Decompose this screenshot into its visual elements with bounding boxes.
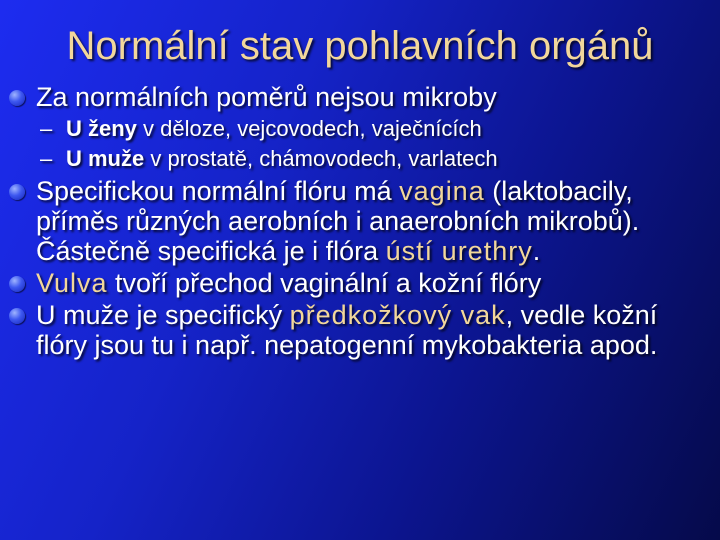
sub-item-women [6,114,706,144]
sub-item-men [6,144,706,174]
bullet-text: . [532,236,541,266]
dash-icon: – [40,116,53,141]
bullet-dot-icon [9,90,25,106]
bullet-item-foreskin [6,300,706,360]
sub-item-text: v děloze, vejcovodech, vaječnících [136,116,482,141]
sub-item-bold: U muže [66,146,145,171]
slide-title: Normální stav pohlavních orgánů [66,24,654,68]
bullet-dot-icon [9,276,25,292]
bullet-text: tvoří přechod vaginální a kožní flóry [107,268,542,298]
bullet-dot-icon [9,184,25,200]
bullet-text: (laktobacily, příměs různých aerobních i anaerobních mikrobů). Částečně specifická je i flóra [36,176,640,266]
bullet-item-vulva [6,268,706,298]
highlight-foreskin-sac: předkožkový vak [289,300,506,330]
bullet-item-vagina-flora [6,176,706,266]
bullet-item-no-microbes [6,82,706,112]
bullet-text: , vedle kožní flóry jsou tu i např. nepatogenní mykobakteria apod. [36,300,658,360]
highlight-urethra: ústí urethry [385,236,533,266]
bullet-dot-icon [9,308,25,324]
sub-item-bold: U ženy [66,116,137,141]
highlight-vulva: Vulva [36,268,108,298]
bullet-text: Za normálních poměrů nejsou mikroby [36,82,497,112]
highlight-vagina: vagina [399,176,485,206]
slide-content [6,82,706,362]
bullet-text: Specifickou normální flóru má [36,176,400,206]
sub-item-text: v prostatě, chámovodech, varlatech [144,146,498,171]
dash-icon: – [40,146,53,171]
bullet-text: U muže je specifický [36,300,290,330]
